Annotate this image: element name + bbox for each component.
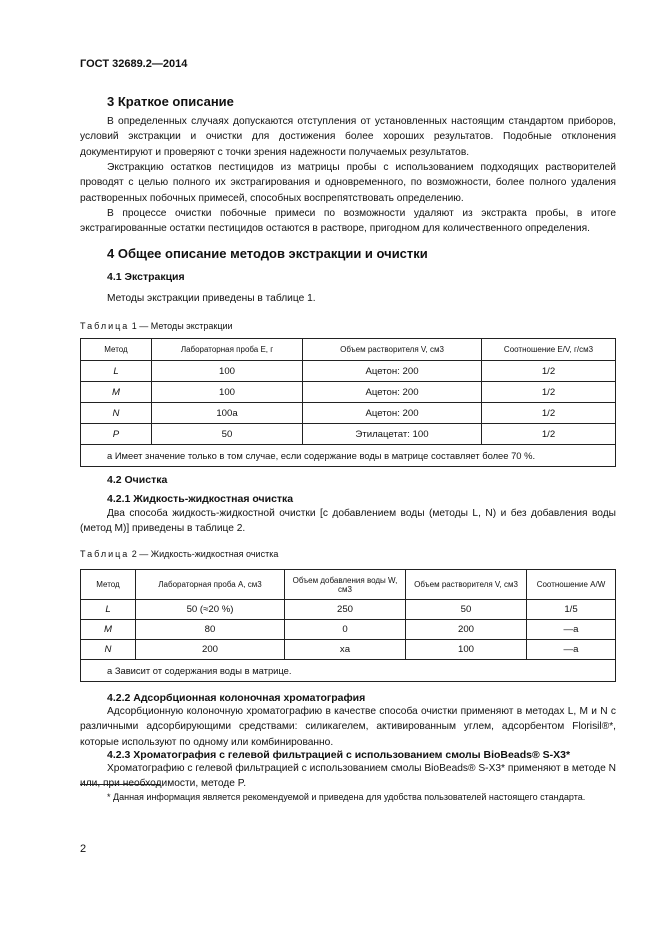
table-2-note-row <box>81 660 616 682</box>
table-cell: Этилацетат: 100 <box>303 424 482 445</box>
table-1 <box>80 338 616 467</box>
table-cell: 250 <box>285 600 406 620</box>
table-2-header: Объем растворителя V, см3 <box>406 570 527 600</box>
table-cell: 50 <box>152 424 303 445</box>
footnote-separator <box>80 784 160 785</box>
table-2-header-row <box>81 570 616 600</box>
section-4-title: 4 Общее описание методов экстракции и очистки <box>107 246 428 261</box>
table-cell: 1/5 <box>527 600 616 620</box>
section-3-title: 3 Краткое описание <box>107 94 234 109</box>
table-row <box>81 620 616 640</box>
footnote: * Данная информация является рекомендуемой и приведена для удобства пользователей настоящего стандарта. <box>107 792 586 802</box>
table-cell: 0 <box>285 620 406 640</box>
table-1-header: Лабораторная проба E, г <box>152 339 303 361</box>
table-row <box>81 403 616 424</box>
table-1-note-row <box>81 445 616 467</box>
table-cell: L <box>81 361 152 382</box>
table-cell: 1/2 <box>482 382 616 403</box>
section-4-2-3-title: 4.2.3 Хроматография с гелевой фильтрацией с использованием смолы BioBeads® S-X3* <box>107 749 571 761</box>
table-2-footnote: a Зависит от содержания воды в матрице. <box>81 660 616 682</box>
table-cell: M <box>81 382 152 403</box>
table-cell: L <box>81 600 136 620</box>
table-1-footnote: a Имеет значение только в том случае, если содержание воды в матрице составляет более 70 %. <box>81 445 616 467</box>
page-number: 2 <box>80 843 87 855</box>
table-cell: 200 <box>406 620 527 640</box>
table-cell: —a <box>527 620 616 640</box>
table-cell: Ацетон: 200 <box>303 403 482 424</box>
table-1-caption: Таблица 1 — Методы экстракции <box>80 321 233 331</box>
table-1-header: Соотношение E/V, г/см3 <box>482 339 616 361</box>
table-cell: 1/2 <box>482 403 616 424</box>
section-3-paragraph-1: В определенных случаях допускаются отступления от установленных настоящим стандартом приборов, условий экстракции и очистки для достижения более хороших результатов. Подобные отклонения документируют и проверяют с точки зрения надежности получаемых результатов. <box>80 116 616 158</box>
section-4-1-title: 4.1 Экстракция <box>107 271 185 283</box>
table-2-caption: Таблица 2 — Жидкость-жидкостная очистка <box>80 549 279 559</box>
section-3-paragraph-2: Экстракцию остатков пестицидов из матрицы пробы с использованием подходящих растворителей проводят с целью полного их экстрагирования и одновременного, по возможности, более полного удаления растворенных побочных примесей, способных воспрепятствовать определению. <box>80 162 616 204</box>
table-row <box>81 382 616 403</box>
document-header: ГОСТ 32689.2—2014 <box>80 58 188 70</box>
table-1-header: Метод <box>81 339 152 361</box>
table-cell: Ацетон: 200 <box>303 382 482 403</box>
table-row <box>81 600 616 620</box>
table-cell: 1/2 <box>482 361 616 382</box>
section-4-1-text: Методы экстракции приведены в таблице 1. <box>107 293 316 304</box>
table-cell: M <box>81 620 136 640</box>
table-cell: —a <box>527 640 616 660</box>
table-cell: 1/2 <box>482 424 616 445</box>
table-row <box>81 424 616 445</box>
table-cell: 50 (≈20 %) <box>136 600 285 620</box>
table-cell: Ацетон: 200 <box>303 361 482 382</box>
section-3-paragraph-3: В процессе очистки побочные примеси по возможности удаляют из экстракта пробы, в итоге экстрагированные остатки пестицидов остаются в растворе, пригодном для количественного определения. <box>80 208 616 235</box>
section-4-2-3-text: Хроматографию с гелевой фильтрацией с использованием смолы BioBeads® S-X3* применяют в методе N или, при необходимости, методе P. <box>80 763 616 790</box>
table-row <box>81 640 616 660</box>
section-4-2-title: 4.2 Очистка <box>107 474 168 486</box>
table-2-header: Метод <box>81 570 136 600</box>
table-2-header: Соотношение A/W <box>527 570 616 600</box>
table-cell: P <box>81 424 152 445</box>
table-cell: 100 <box>152 361 303 382</box>
table-2-header: Лабораторная проба A, см3 <box>136 570 285 600</box>
table-cell: 100 <box>152 382 303 403</box>
table-cell: 80 <box>136 620 285 640</box>
section-4-2-2-text: Адсорбционную колоночную хроматографию в качестве способа очистки применяют в методах L, M и N с различными адсорбирующими средствами: силикагелем, активированным углем, адсорбентом Florisil®*, которые используют по одному или комбинированно. <box>80 706 616 748</box>
table-2 <box>80 569 616 682</box>
table-cell: 50 <box>406 600 527 620</box>
table-cell: N <box>81 640 136 660</box>
section-4-2-1-text: Два способа жидкость-жидкостной очистки [с добавлением воды (методы L, N) и без добавления воды (метод M)] приведены в таблице 2. <box>80 508 616 535</box>
table-1-header-row <box>81 339 616 361</box>
section-4-2-2-title: 4.2.2 Адсорбционная колоночная хроматография <box>107 692 366 704</box>
section-4-2-1-title: 4.2.1 Жидкость-жидкостная очистка <box>107 493 294 505</box>
table-1-header: Объем растворителя V, см3 <box>303 339 482 361</box>
table-row <box>81 361 616 382</box>
table-2-header: Объем добавления воды W, см3 <box>285 570 406 600</box>
table-cell: xa <box>285 640 406 660</box>
table-cell: 100 <box>406 640 527 660</box>
table-cell: 200 <box>136 640 285 660</box>
table-cell: N <box>81 403 152 424</box>
table-cell: 100a <box>152 403 303 424</box>
